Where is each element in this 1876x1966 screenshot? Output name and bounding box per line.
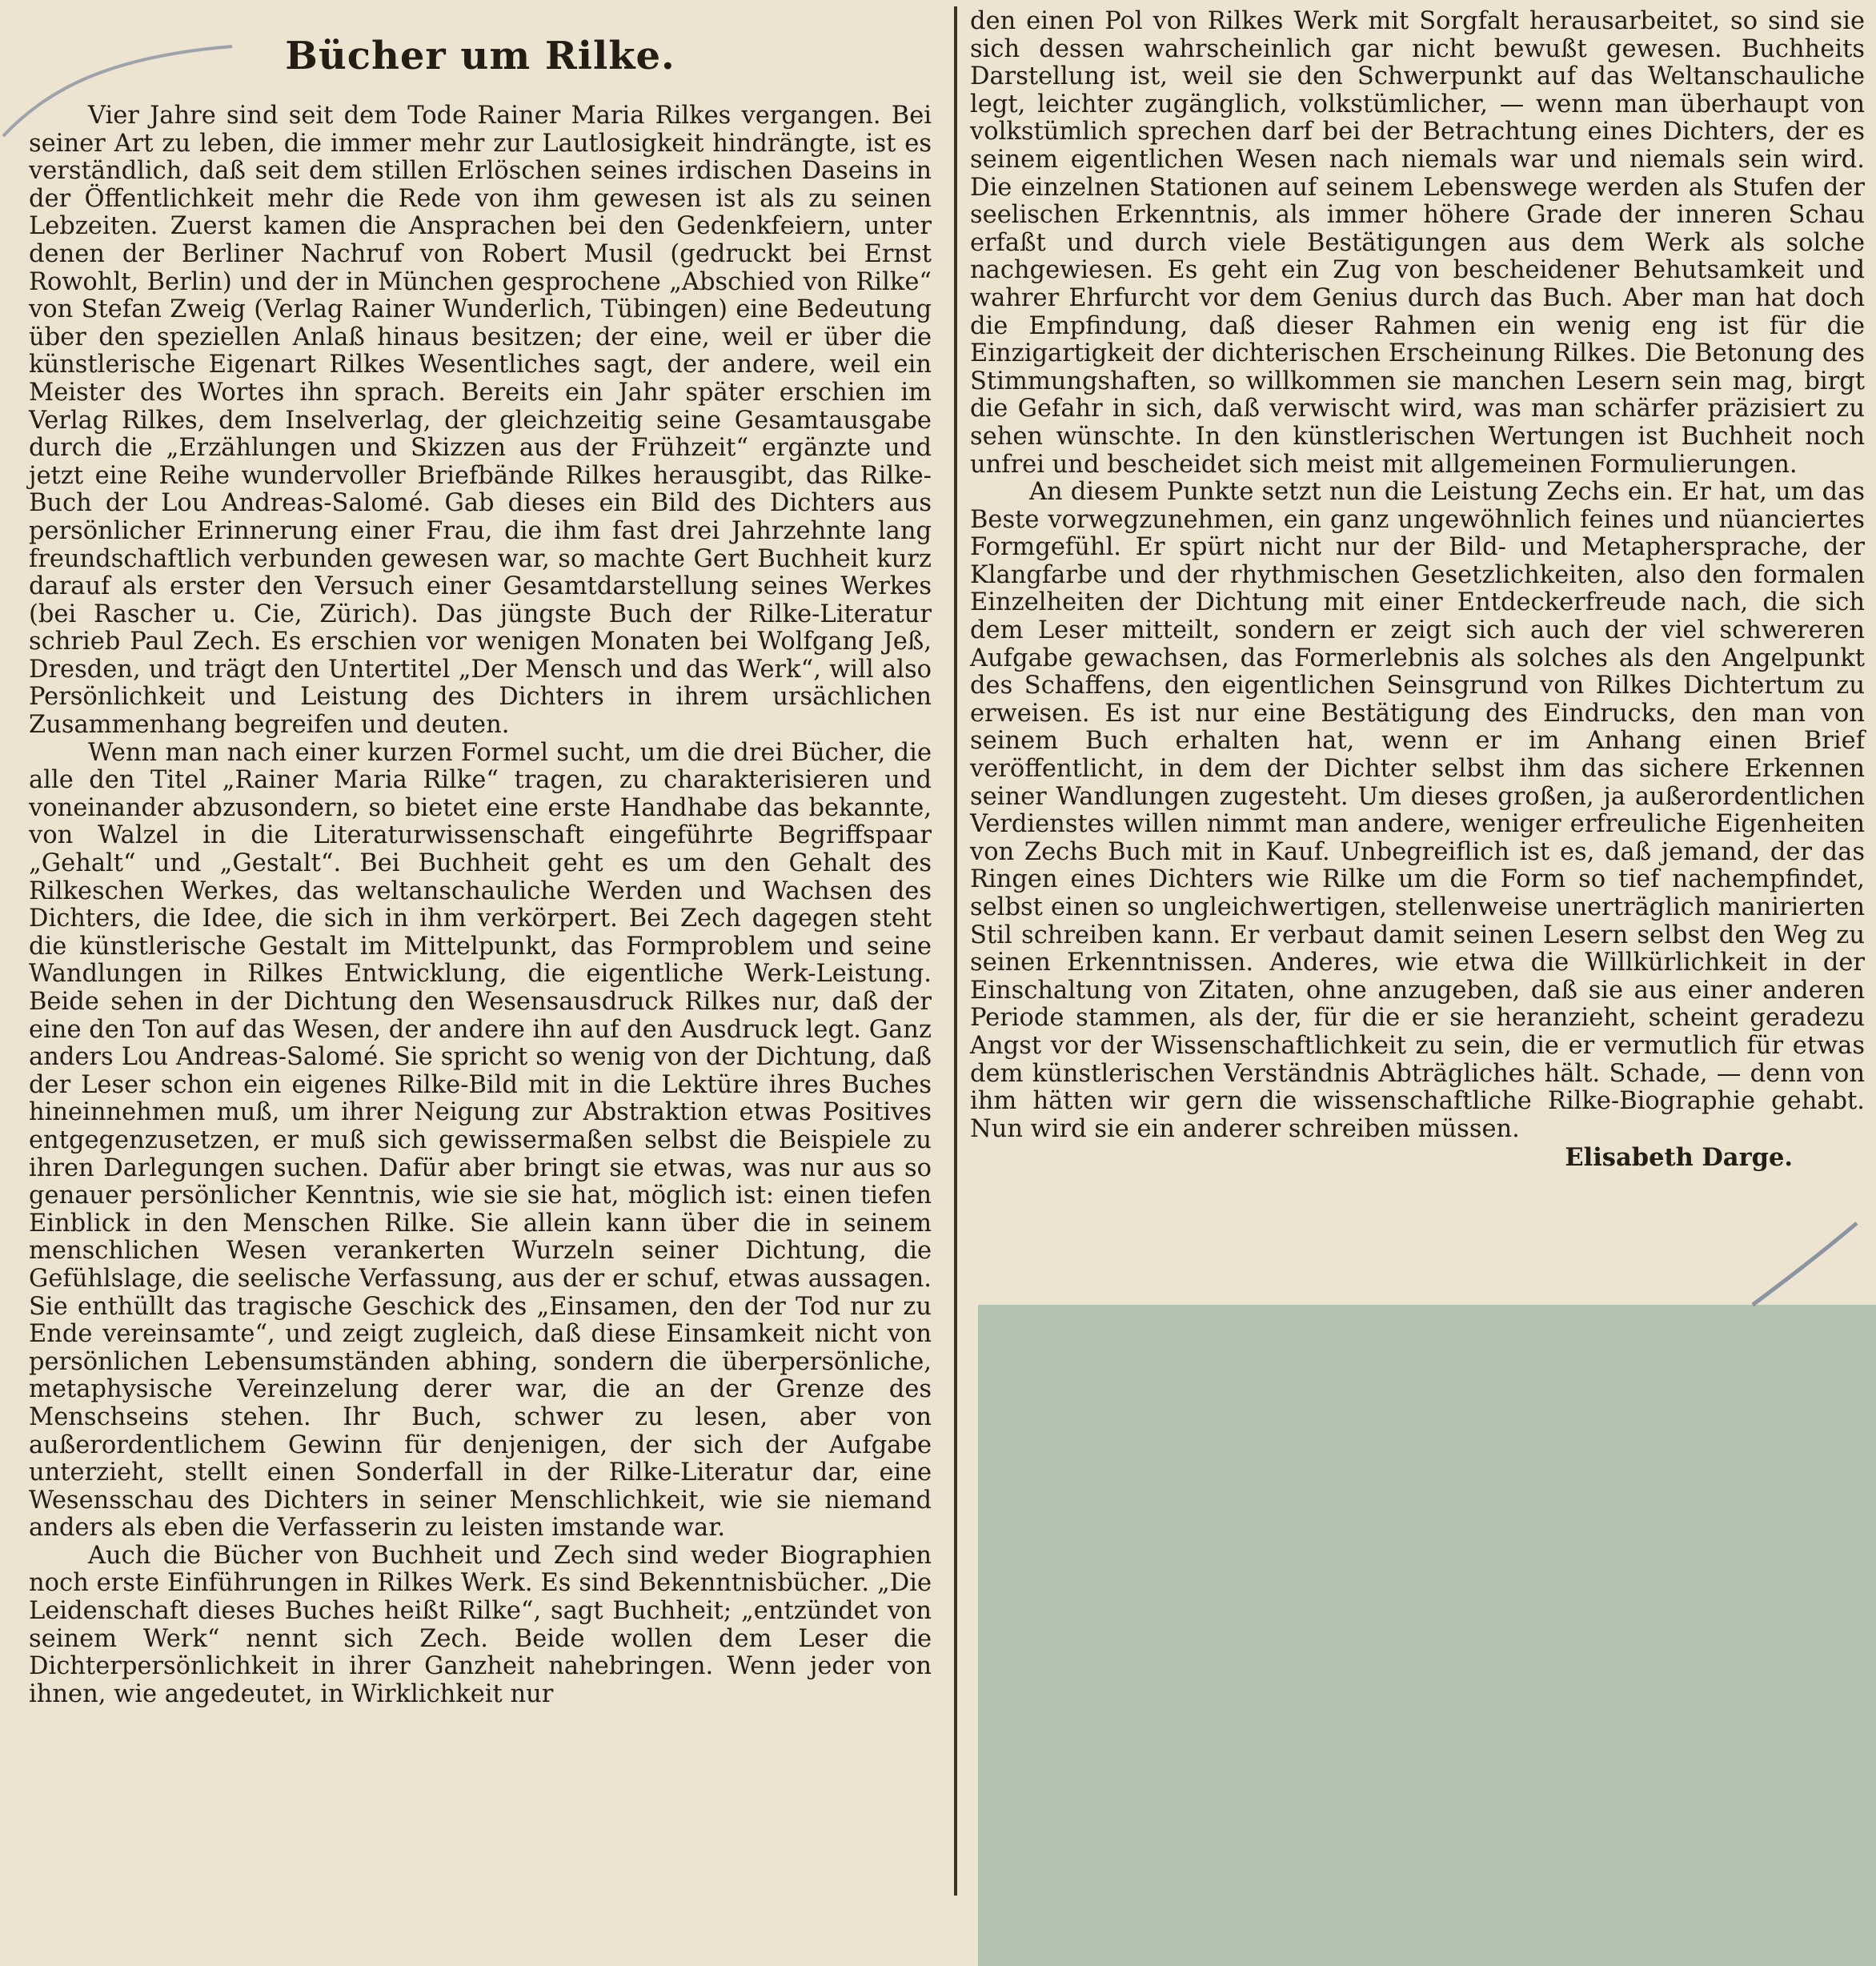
paragraph: Wenn man nach einer kurzen Formel sucht, um die drei Bücher, die alle den Titel „Rainer Maria Rilke“ tragen, zu charakterisieren und voneinander abzusondern, so bietet eine erste Handhabe das bekannte, von Walzel in die Literaturwissenschaft eingeführte Begriffspaar „Gehalt“ und „Gestalt“. Bei Buchheit geht es um den Gehalt des Rilkeschen Werkes, das weltanschauliche Werden und Wachsen des Dichters, die Idee, die sich in ihm verkörpert. Bei Zech dagegen steht die künstlerische Gestalt im Mittelpunkt, das Formproblem und seine Wandlungen in Rilkes Entwicklung, die eigentliche Werk-Leistung. Beide sehen in der Dichtung den Wesensausdruck Rilkes nur, daß der eine den Ton auf das Wesen, der andere ihn auf den Ausdruck legt. Ganz anders Lou Andreas-Salomé. Sie spricht so wenig von der Dichtung, daß der Leser schon ein eigenes Rilke-Bild mit in die Lektüre ihres Buches hineinnehmen muß, um ihrer Neigung zur Abstraktion etwas Positives entgegenzusetzen, er muß sich gewissermaßen selbst die Beispiele zu ihren Darlegungen suchen. Dafür aber bringt sie etwas, was nur aus so genauer persönlicher Kenntnis, wie sie sie hat, möglich ist: einen tiefen Einblick in den Menschen Rilke. Sie allein kann über die in seinem menschlichen Wesen verankerten Wurzeln seiner Dichtung, die Gefühlslage, die seelische Verfassung, aus der er schuf, etwas aussagen. Sie enthüllt das tragische Geschick des „Einsamen, den der Tod nur zu Ende vereinsamte“, und zeigt zugleich, daß diese Einsamkeit nicht von persönlichen Lebensumständen abhing, sondern die überpersönliche, metaphysische Vereinzelung derer war, die an der Grenze des Menschseins stehen. Ihr Buch, schwer zu lesen, aber von außerordentlichem Gewinn für denjenigen, der sich der Aufgabe unterzieht, stellt einen Sonderfall in der Rilke-Literatur dar, eine Wesensschau des Dichters in seiner Menschlichkeit, wie sie niemand anders als eben die Verfasserin zu leisten imstande war. <box>29 738 932 1543</box>
column-rule <box>954 6 957 1896</box>
paragraph: den einen Pol von Rilkes Werk mit Sorgfalt herausarbeitet, so sind sie sich dessen wahrscheinlich gar nicht bewußt gewesen. Buchheits Darstellung ist, weil sie den Schwerpunkt auf das Weltanschauliche legt, leichter zugänglich, volkstümlicher, — wenn man überhaupt von volkstümlich sprechen darf bei der Betrachtung eines Dichters, der es seinem eigentlichen Wesen nach niemals war und niemals sein wird. Die einzelnen Stationen auf seinem Lebenswege werden als Stufen der seelischen Erkenntnis, als immer höhere Grade der inneren Schau erfaßt und durch viele Bestätigungen aus dem Werk als solche nachgewiesen. Es geht ein Zug von bescheidener Behutsamkeit und wahrer Ehrfurcht vor dem Genius durch das Buch. Aber man hat doch die Empfindung, daß dieser Rahmen ein wenig eng ist für die Einzigartigkeit der dichterischen Erscheinung Rilkes. Die Betonung des Stimmungshaften, so willkommen sie manchen Lesern sein mag, birgt die Gefahr in sich, daß verwischt wird, was man schärfer präzisiert zu sehen wünschte. In den künstlerischen Wertungen ist Buchheit noch unfrei und bescheidet sich meist mit allgemeinen Formulierungen. <box>970 7 1865 479</box>
paragraph: An diesem Punkte setzt nun die Leistung Zechs ein. Er hat, um das Beste vorwegzunehmen, ein ganz ungewöhnlich feines und nüanciertes Formgefühl. Er spürt nicht nur der Bild- und Metaphersprache, der Klangfarbe und der rhythmischen Gesetzlichkeiten, also den formalen Einzelheiten der Dichtung mit einer Entdeckerfreude nach, die sich dem Leser mitteilt, sondern er zeigt sich auch der viel schwereren Aufgabe gewachsen, das Formerlebnis als solches als den Angelpunkt des Schaffens, den eigentlichen Seinsgrund von Rilkes Dichtertum zu erweisen. Es ist nur eine Bestätigung des Eindrucks, den man von seinem Buch erhalten hat, wenn er im Anhang einen Brief veröffentlicht, in dem der Dichter selbst ihm das sichere Erkennen seiner Wandlungen zugesteht. Um dieses großen, ja außerordentlichen Verdienstes willen nimmt man andere, weniger erfreuliche Eigenheiten von Zechs Buch mit in Kauf. Unbegreiflich ist es, daß jemand, der das Ringen eines Dichters wie Rilke um die Form so tief nachempfindet, selbst einen so ungleichwertigen, stellenweise unerträglich manirierten Stil schreiben kann. Er verbaut damit seinen Lesern selbst den Weg zu seinen Erkenntnissen. Anderes, wie etwa die Willkürlichkeit in der Einschaltung von Zitaten, ohne anzugeben, daß sie aus einer anderen Periode stammen, als der, für die er sie heranzieht, scheint geradezu Angst vor der Wissenschaftlichkeit zu sein, die er vermutlich für etwas dem künstlerischen Verständnis Abträgliches hält. Schade, — denn von ihm hätten wir gern die wissenschaftliche Rilke-Biographie gehabt. Nun wird sie ein anderer schreiben müssen. <box>970 478 1865 1143</box>
paragraph: Auch die Bücher von Buchheit und Zech sind weder Biographien noch erste Einführungen in Rilkes Werk. Es sind Bekenntnisbücher. „Die Leidenschaft dieses Buches heißt Rilke“, sagt Buchheit; „entzündet von seinem Werk“ nennt sich Zech. Beide wollen dem Leser die Dichterpersönlichkeit in ihrer Ganzheit nahebringen. Wenn jeder von ihnen, wie angedeutet, in Wirklichkeit nur <box>29 1541 932 1708</box>
paragraph: Vier Jahre sind seit dem Tode Rainer Maria Rilkes vergangen. Bei seiner Art zu leben, die immer mehr zur Lautlosigkeit hindrängte, ist es verständlich, daß seit dem stillen Erlöschen seines irdischen Daseins in der Öffentlichkeit mehr die Rede von ihm gewesen ist als zu seinen Lebzeiten. Zuerst kamen die Ansprachen bei den Gedenkfeiern, unter denen der Berliner Nachruf von Robert Musil (gedruckt bei Ernst Rowohlt, Berlin) und der in München gesprochene „Abschied von Rilke“ von Stefan Zweig (Verlag Rainer Wunderlich, Tübingen) eine Bedeutung über den speziellen Anlaß hinaus besitzen; der eine, weil er über die künstlerische Eigenart Rilkes Wesentliches sagt, der andere, weil ein Meister des Wortes ihn sprach. Bereits ein Jahr später erschien im Verlag Rilkes, dem Inselverlag, der gleichzeitig seine Gesamtausgabe durch die „Erzählungen und Skizzen aus der Frühzeit“ ergänzte und jetzt eine Reihe wundervoller Briefbände Rilkes herausgibt, das Rilke-Buch der Lou Andreas-Salomé. Gab dieses ein Bild des Dichters aus persönlicher Erinnerung einer Frau, die ihm fast drei Jahrzehnte lang freundschaftlich verbunden gewesen war, so machte Gert Buchheit kurz darauf als erster den Versuch einer Gesamtdarstellung seines Werkes (bei Rascher u. Cie, Zürich). Das jüngste Buch der Rilke-Literatur schrieb Paul Zech. Es erschien vor wenigen Monaten bei Wolfgang Jeß, Dresden, und trägt den Untertitel „Der Mensch und das Werk“, will also Persönlichkeit und Leistung des Dichters in ihrem ursächlichen Zusammenhang begreifen und deuten. <box>29 102 932 740</box>
right-column <box>970 8 1865 1172</box>
backing-board <box>978 1305 1876 1966</box>
author-signature: Elisabeth Darge. <box>1565 1143 1793 1173</box>
left-column <box>29 29 932 1708</box>
headline: Bücher um Rilke. <box>285 34 675 78</box>
